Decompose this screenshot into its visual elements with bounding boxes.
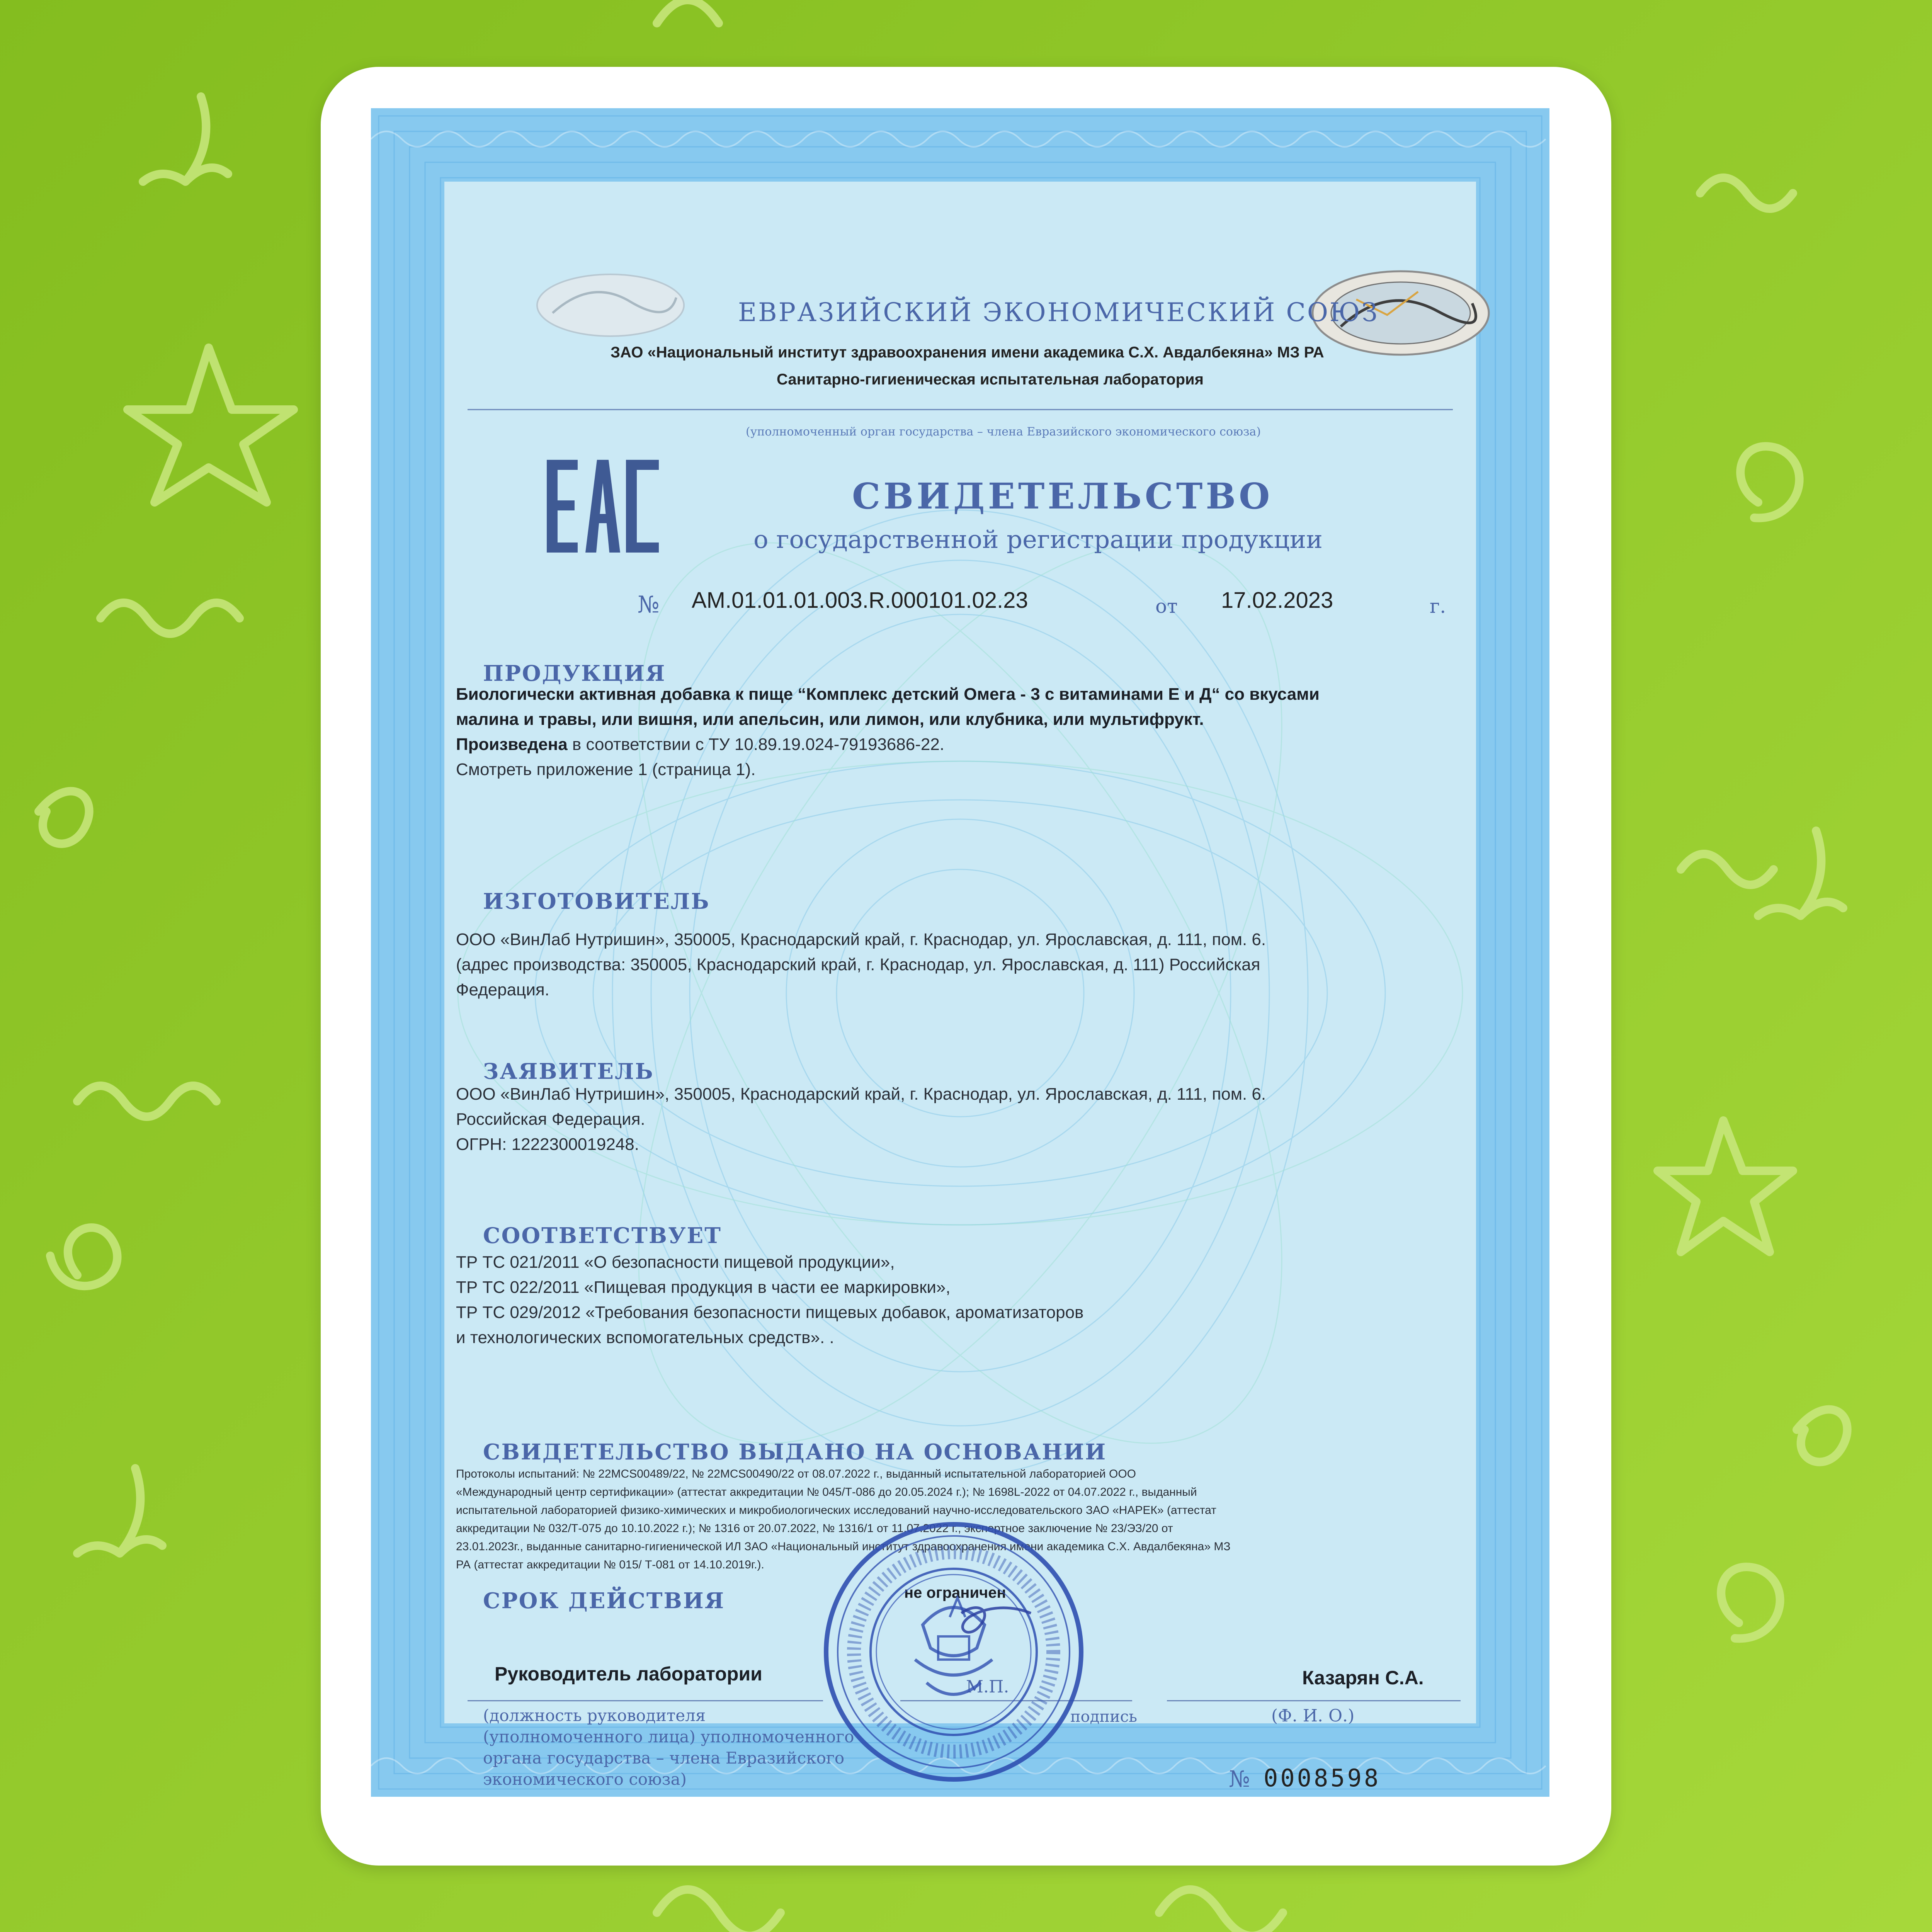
applicant-heading: ЗАЯВИТЕЛЬ <box>483 1059 654 1084</box>
applicant-line-1: ООО «ВинЛаб Нутришин», 350005, Краснодарский край, г. Краснодар, ул. Ярославская, д. 111, пом. 6. <box>456 1085 1266 1104</box>
handwritten-signature <box>961 1608 1031 1633</box>
conformity-line-1: ТР ТС 021/2011 «О безопасности пищевой продукции», <box>456 1253 895 1272</box>
product-appendix: Смотреть приложение 1 (страница 1). <box>456 760 756 779</box>
mp-label: М.П. <box>966 1677 1009 1697</box>
position-note-3: органа государства – члена Евразийского <box>483 1748 845 1767</box>
number-label: № <box>638 591 660 618</box>
basis-line-4: аккредитации № 032/Т-075 до 10.10.2022 г.); № 1316 от 20.07.2022, № 1316/1 от 11.07.2022 г., экспертное заключение № 23/ЭЗ/20 от <box>456 1522 1173 1535</box>
conformity-line-3: ТР ТС 029/2012 «Требования безопасности пищевых добавок, ароматизаторов <box>456 1303 1084 1322</box>
certificate-subtitle: о государственной регистрации продукции <box>753 526 1323 554</box>
manufacturer-line-1: ООО «ВинЛаб Нутришин», 350005, Краснодарский край, г. Краснодар, ул. Ярославская, д. 111, пом. 6. <box>456 930 1266 949</box>
date-label: от <box>1155 595 1178 617</box>
certificate-document <box>371 108 1549 1797</box>
lab-name: Санитарно-гигиеническая испытательная лаборатория <box>777 371 1204 388</box>
applicant-ogrn: ОГРН: 1222300019248. <box>456 1135 639 1154</box>
basis-line-3: испытательной лабораторией физико-химических и микробиологических исследований научно-исследовательского ЗАО «НАРЕК» (аттестат <box>456 1504 1216 1517</box>
product-produced-line <box>456 732 944 757</box>
certificate-title: СВИДЕТЕЛЬСТВО <box>852 475 1273 517</box>
signatory-name: Казарян С.А. <box>1302 1667 1424 1689</box>
conformity-heading: СООТВЕТСТВУЕТ <box>483 1223 722 1248</box>
conformity-line-2: ТР ТС 022/2011 «Пищевая продукция в части ее маркировки», <box>456 1278 951 1297</box>
basis-heading: СВИДЕТЕЛЬСТВО ВЫДАНО НА ОСНОВАНИИ <box>483 1439 1107 1465</box>
position-underline <box>468 1700 823 1701</box>
serial-number: 0008598 <box>1264 1764 1381 1792</box>
applicant-line-2: Российская Федерация. <box>456 1110 645 1129</box>
basis-line-5: 23.01.2023г., выданные санитарно-гигиенической ИЛ ЗАО «Национальный институт здравоохранения имени академика С.Х. Авдалбекяна» МЗ <box>456 1540 1231 1553</box>
position-note-2: (уполномоченного лица) уполномоченного <box>483 1727 854 1746</box>
manufacturer-heading: ИЗГОТОВИТЕЛЬ <box>483 889 710 914</box>
basis-line-2: «Международный центр сертификации» (аттестат аккредитации № 045/Т-086 до 20.05.2024 г.); № 1698L-2022 от 04.07.2022 г., выданный <box>456 1486 1197 1498</box>
produced-spec: в соответствии с ТУ 10.89.19.024-79193686-22. <box>567 735 945 754</box>
authority-note: (уполномоченный орган государства – члена Евразийского экономического союза) <box>746 425 1261 439</box>
signatory-position: Руководитель лаборатории <box>495 1663 762 1685</box>
signature-label: подпись <box>1070 1708 1137 1726</box>
institute-name: ЗАО «Национальный институт здравоохранения имени академика С.Х. Авдалбекяна» МЗ РА <box>611 344 1324 361</box>
position-note-4: экономического союза) <box>483 1770 687 1789</box>
certificate-inner-panel <box>444 182 1476 1792</box>
eac-logo <box>547 460 663 560</box>
conformity-line-4: и технологических вспомогательных средств». . <box>456 1328 834 1347</box>
name-underline <box>1167 1700 1461 1701</box>
manufacturer-line-3: Федерация. <box>456 980 549 999</box>
certificate-number: AM.01.01.01.003.R.000101.02.23 <box>692 588 1028 613</box>
basis-line-1: Протоколы испытаний: № 22MCS00489/22, № 22MCS00490/22 от 08.07.2022 г., выданный испытательной лабораторией ООО <box>456 1468 1136 1480</box>
position-note-1: (должность руководителя <box>483 1706 706 1725</box>
basis-line-6: РА (аттестат аккредитации № 015/ Т-081 от 14.10.2019г.). <box>456 1558 764 1571</box>
product-heading: ПРОДУКЦИЯ <box>483 661 666 686</box>
manufacturer-line-2: (адрес производства: 350005, Краснодарский край, г. Краснодар, ул. Ярославская, д. 111) Российская <box>456 955 1260 974</box>
fio-label: (Ф. И. О.) <box>1271 1706 1355 1726</box>
validity-value: не ограничен <box>904 1584 1006 1601</box>
product-line-1: Биологически активная добавка к пище “Комплекс детский Омега - 3 с витаминами Е и Д“ со вкусами <box>456 685 1320 704</box>
validity-heading: СРОК ДЕЙСТВИЯ <box>483 1588 725 1614</box>
produced-label: Произведена <box>456 735 568 754</box>
official-seal-stamp <box>822 1520 1085 1783</box>
hologram-left-icon <box>533 270 688 340</box>
union-heading: ЕВРАЗИЙСКИЙ ЭКОНОМИЧЕСКИЙ СОЮЗ <box>738 298 1379 327</box>
serial-label: № <box>1229 1766 1250 1792</box>
product-line-2: малина и травы, или вишня, или апельсин, или лимон, или клубника, или мультифрукт. <box>456 710 1204 729</box>
certificate-date: 17.02.2023 <box>1221 588 1333 613</box>
year-suffix: г. <box>1430 595 1446 617</box>
